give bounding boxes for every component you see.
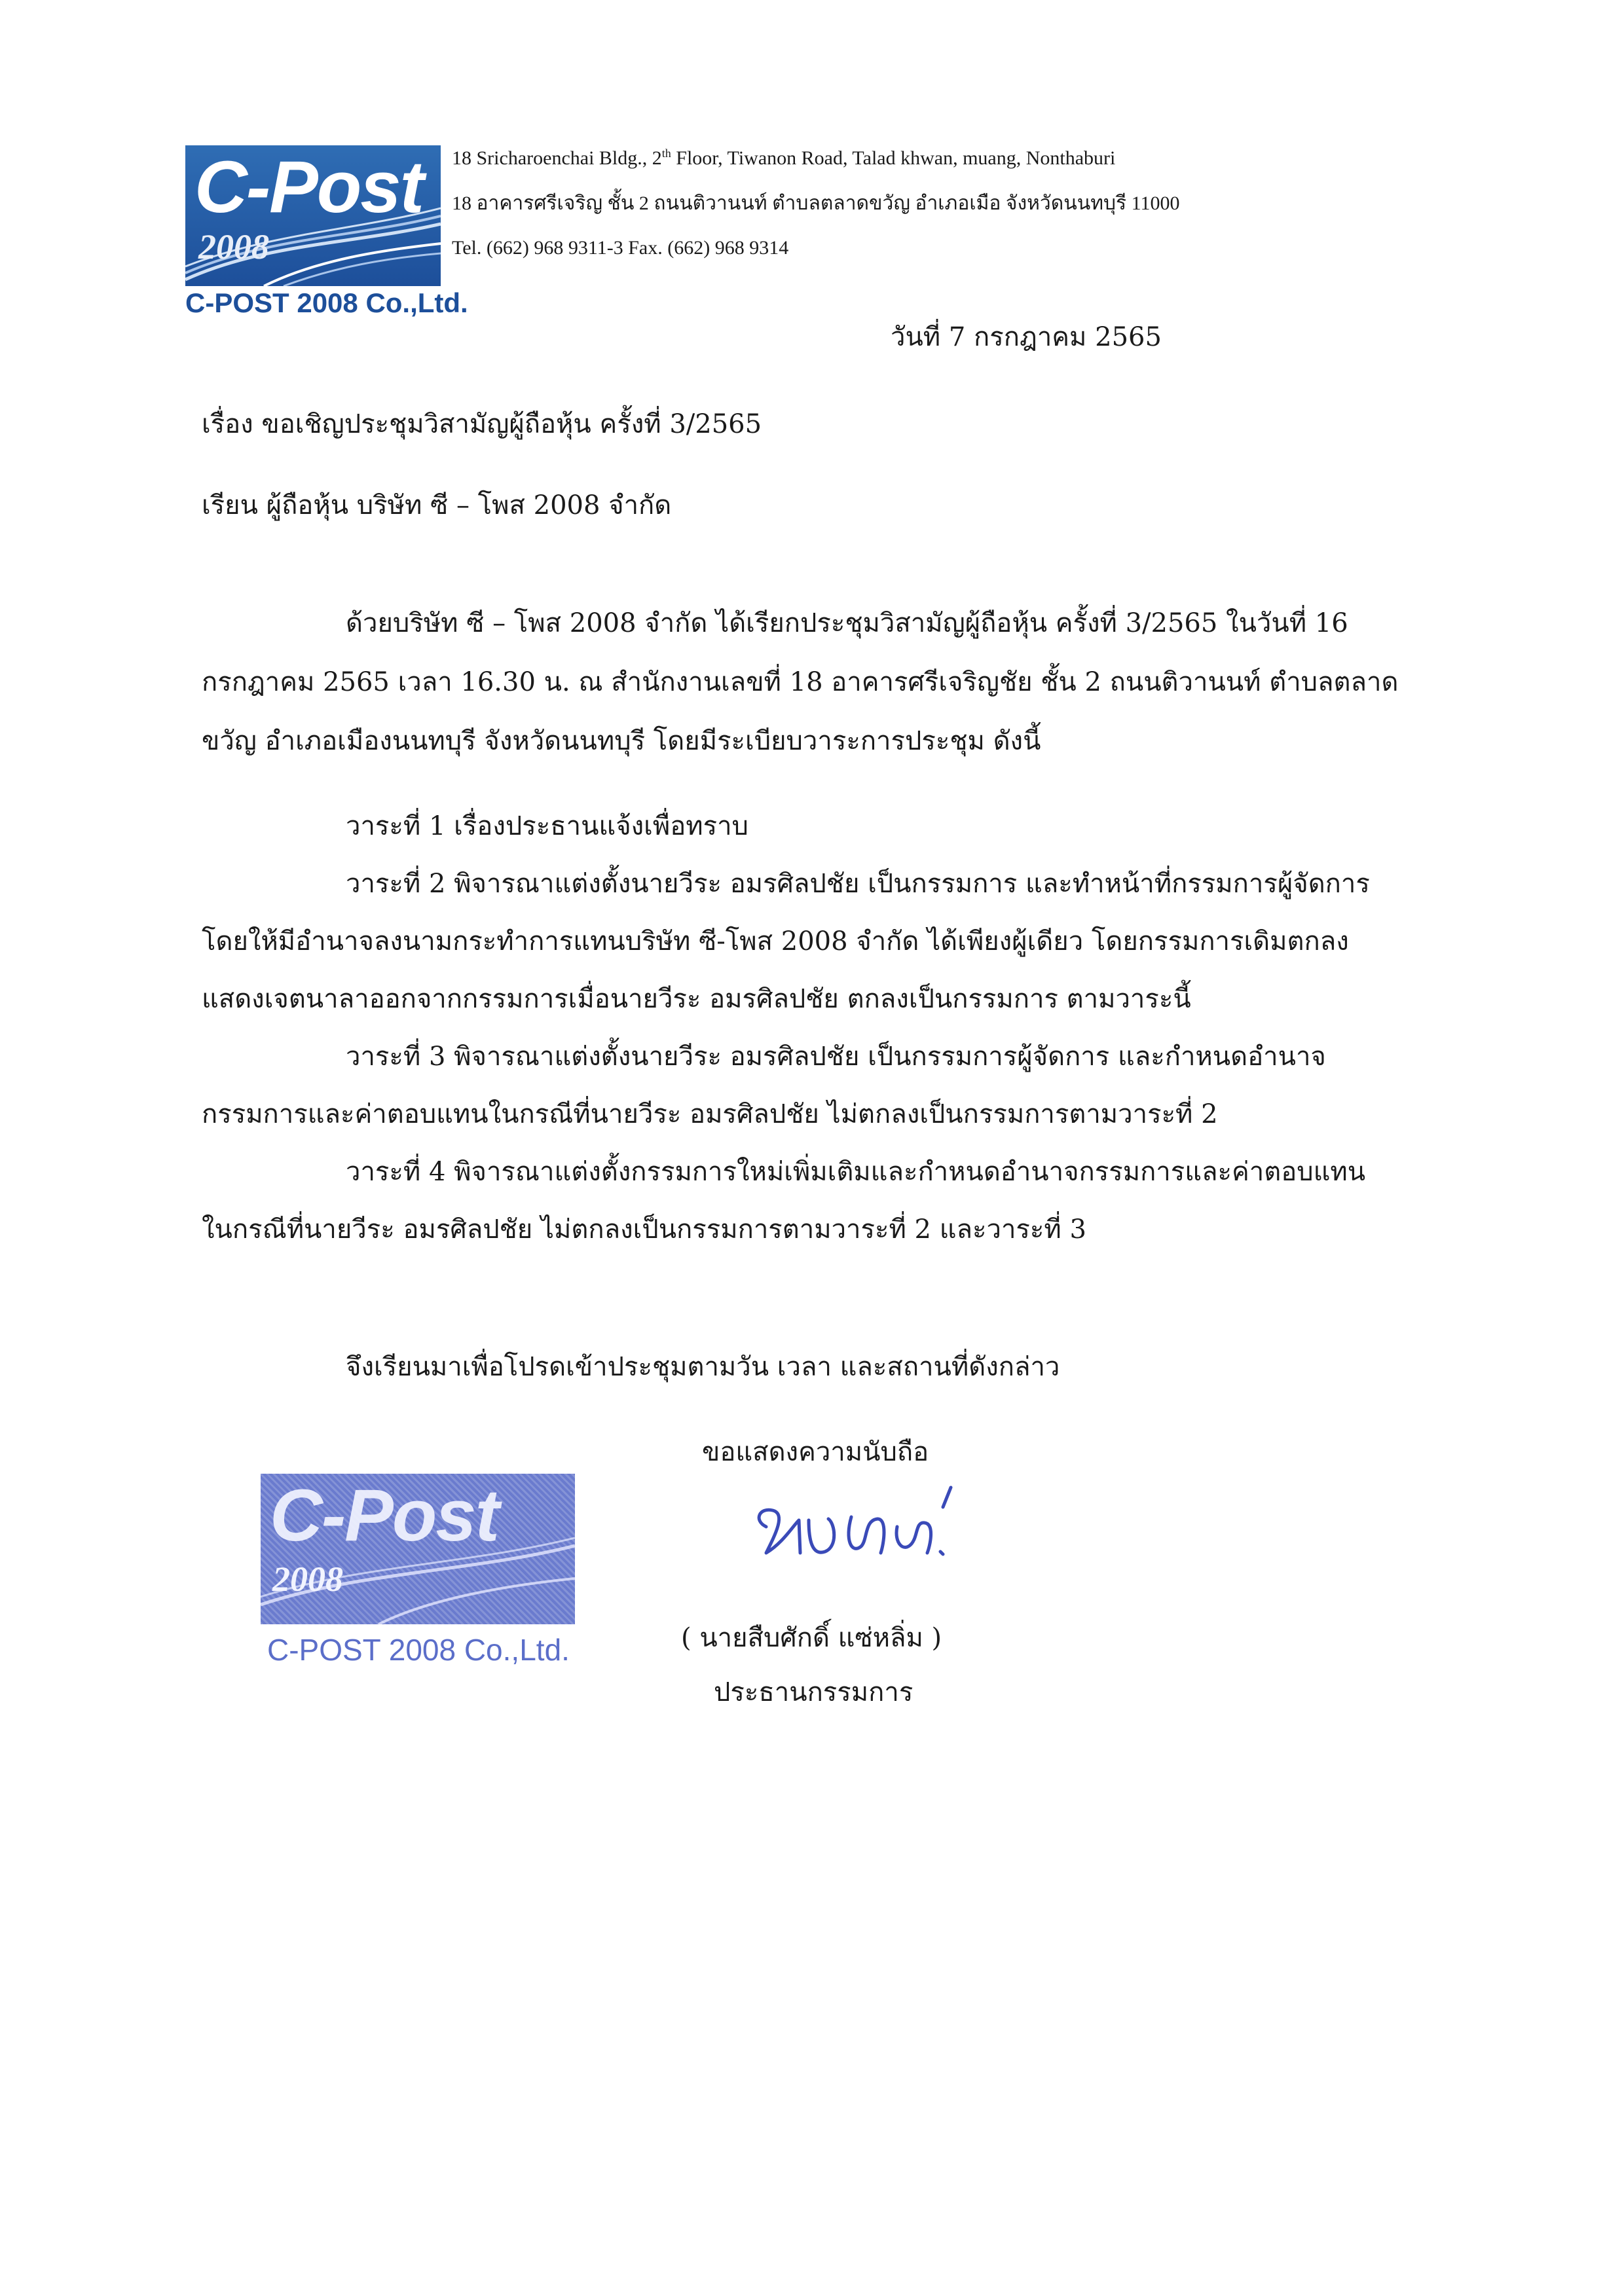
contact-numbers: Tel. (662) 968 9311-3 Fax. (662) 968 9314 [452, 237, 789, 259]
company-logo [185, 145, 441, 286]
agenda-item-4-cont: ในกรณีที่นายวีระ อมรศิลปชัย ไม่ตกลงเป็นกรรมการตามวาระที่ 2 และวาระที่ 3 [202, 1214, 1086, 1245]
agenda-item-3: วาระที่ 3 พิจารณาแต่งตั้งนายวีระ อมรศิลปชัย เป็นกรรมการผู้จัดการ และกำหนดอำนาจ [346, 1042, 1326, 1072]
agenda-item-3-cont: กรรมการและค่าตอบแทนในกรณีที่นายวีระ อมรศิลปชัย ไม่ตกลงเป็นกรรมการตามวาระที่ 2 [202, 1099, 1218, 1129]
sign-off: ขอแสดงความนับถือ [702, 1437, 929, 1467]
intro-line: ด้วยบริษัท ซี – โพส 2008 จำกัด ได้เรียกประชุมวิสามัญผู้ถือหุ้น ครั้งที่ 3/2565 ในวันที่ 16 [346, 608, 1348, 638]
logo-wordmark: C-Post [194, 146, 423, 228]
signer-title: ประธานกรรมการ [714, 1677, 913, 1707]
stamp-year: 2008 [272, 1559, 343, 1599]
closing-sentence: จึงเรียนมาเพื่อโปรดเข้าประชุมตามวัน เวลา และสถานที่ดังกล่าว [346, 1352, 1060, 1382]
stamp-caption: C-POST 2008 Co.,Ltd. [267, 1633, 570, 1667]
stamp-wordmark: C-Post [270, 1474, 498, 1556]
address-thai: 18 อาคารศรีเจริญ ชั้น 2 ถนนติวานนท์ ตำบลตลาดขวัญ อำเภอเมือ จังหวัดนนทบุรี 11000 [452, 192, 1180, 214]
agenda-item-2: วาระที่ 2 พิจารณาแต่งตั้งนายวีระ อมรศิลปชัย เป็นกรรมการ และทำหน้าที่กรรมการผู้จัดการ [346, 869, 1370, 899]
agenda-item-2-cont: แสดงเจตนาลาออกจากกรรมการเมื่อนายวีระ อมรศิลปชัย ตกลงเป็นกรรมการ ตามวาระนี้ [202, 984, 1191, 1014]
logo-year: 2008 [198, 227, 269, 266]
letter-date: วันที่ 7 กรกฎาคม 2565 [891, 322, 1162, 352]
address-english: 18 Sricharoenchai Bldg., 2th Floor, Tiwanon Road, Talad khwan, muang, Nonthaburi [452, 147, 1116, 169]
signer-name: ( นายสืบศักดิ์ แซ่หลิ่ม ) [681, 1623, 942, 1653]
signature-image [747, 1481, 989, 1579]
agenda-item-2-cont: โดยให้มีอำนาจลงนามกระทำการแทนบริษัท ซี-โพส 2008 จำกัด ได้เพียงผู้เดียว โดยกรรมการเดิมตกลง [202, 926, 1349, 957]
company-name-en: C-POST 2008 Co.,Ltd. [185, 287, 468, 318]
agenda-item-4: วาระที่ 4 พิจารณาแต่งตั้งกรรมการใหม่เพิ่มเติมและกำหนดอำนาจกรรมการและค่าตอบแทน [346, 1157, 1366, 1187]
company-stamp [255, 1470, 583, 1679]
intro-line: กรกฎาคม 2565 เวลา 16.30 น. ณ สำนักงานเลขที่ 18 อาคารศรีเจริญชัย ชั้น 2 ถนนติวานนท์ ตำบลตลาด [202, 667, 1399, 697]
letter-subject: เรื่อง ขอเชิญประชุมวิสามัญผู้ถือหุ้น ครั้งที่ 3/2565 [202, 409, 762, 439]
letter-salutation: เรียน ผู้ถือหุ้น บริษัท ซี – โพส 2008 จำกัด [202, 490, 672, 520]
agenda-item-1: วาระที่ 1 เรื่องประธานแจ้งเพื่อทราบ [346, 811, 748, 841]
intro-line: ขวัญ อำเภอเมืองนนทบุรี จังหวัดนนทบุรี โดยมีระเบียบวาระการประชุม ดังนี้ [202, 726, 1041, 756]
